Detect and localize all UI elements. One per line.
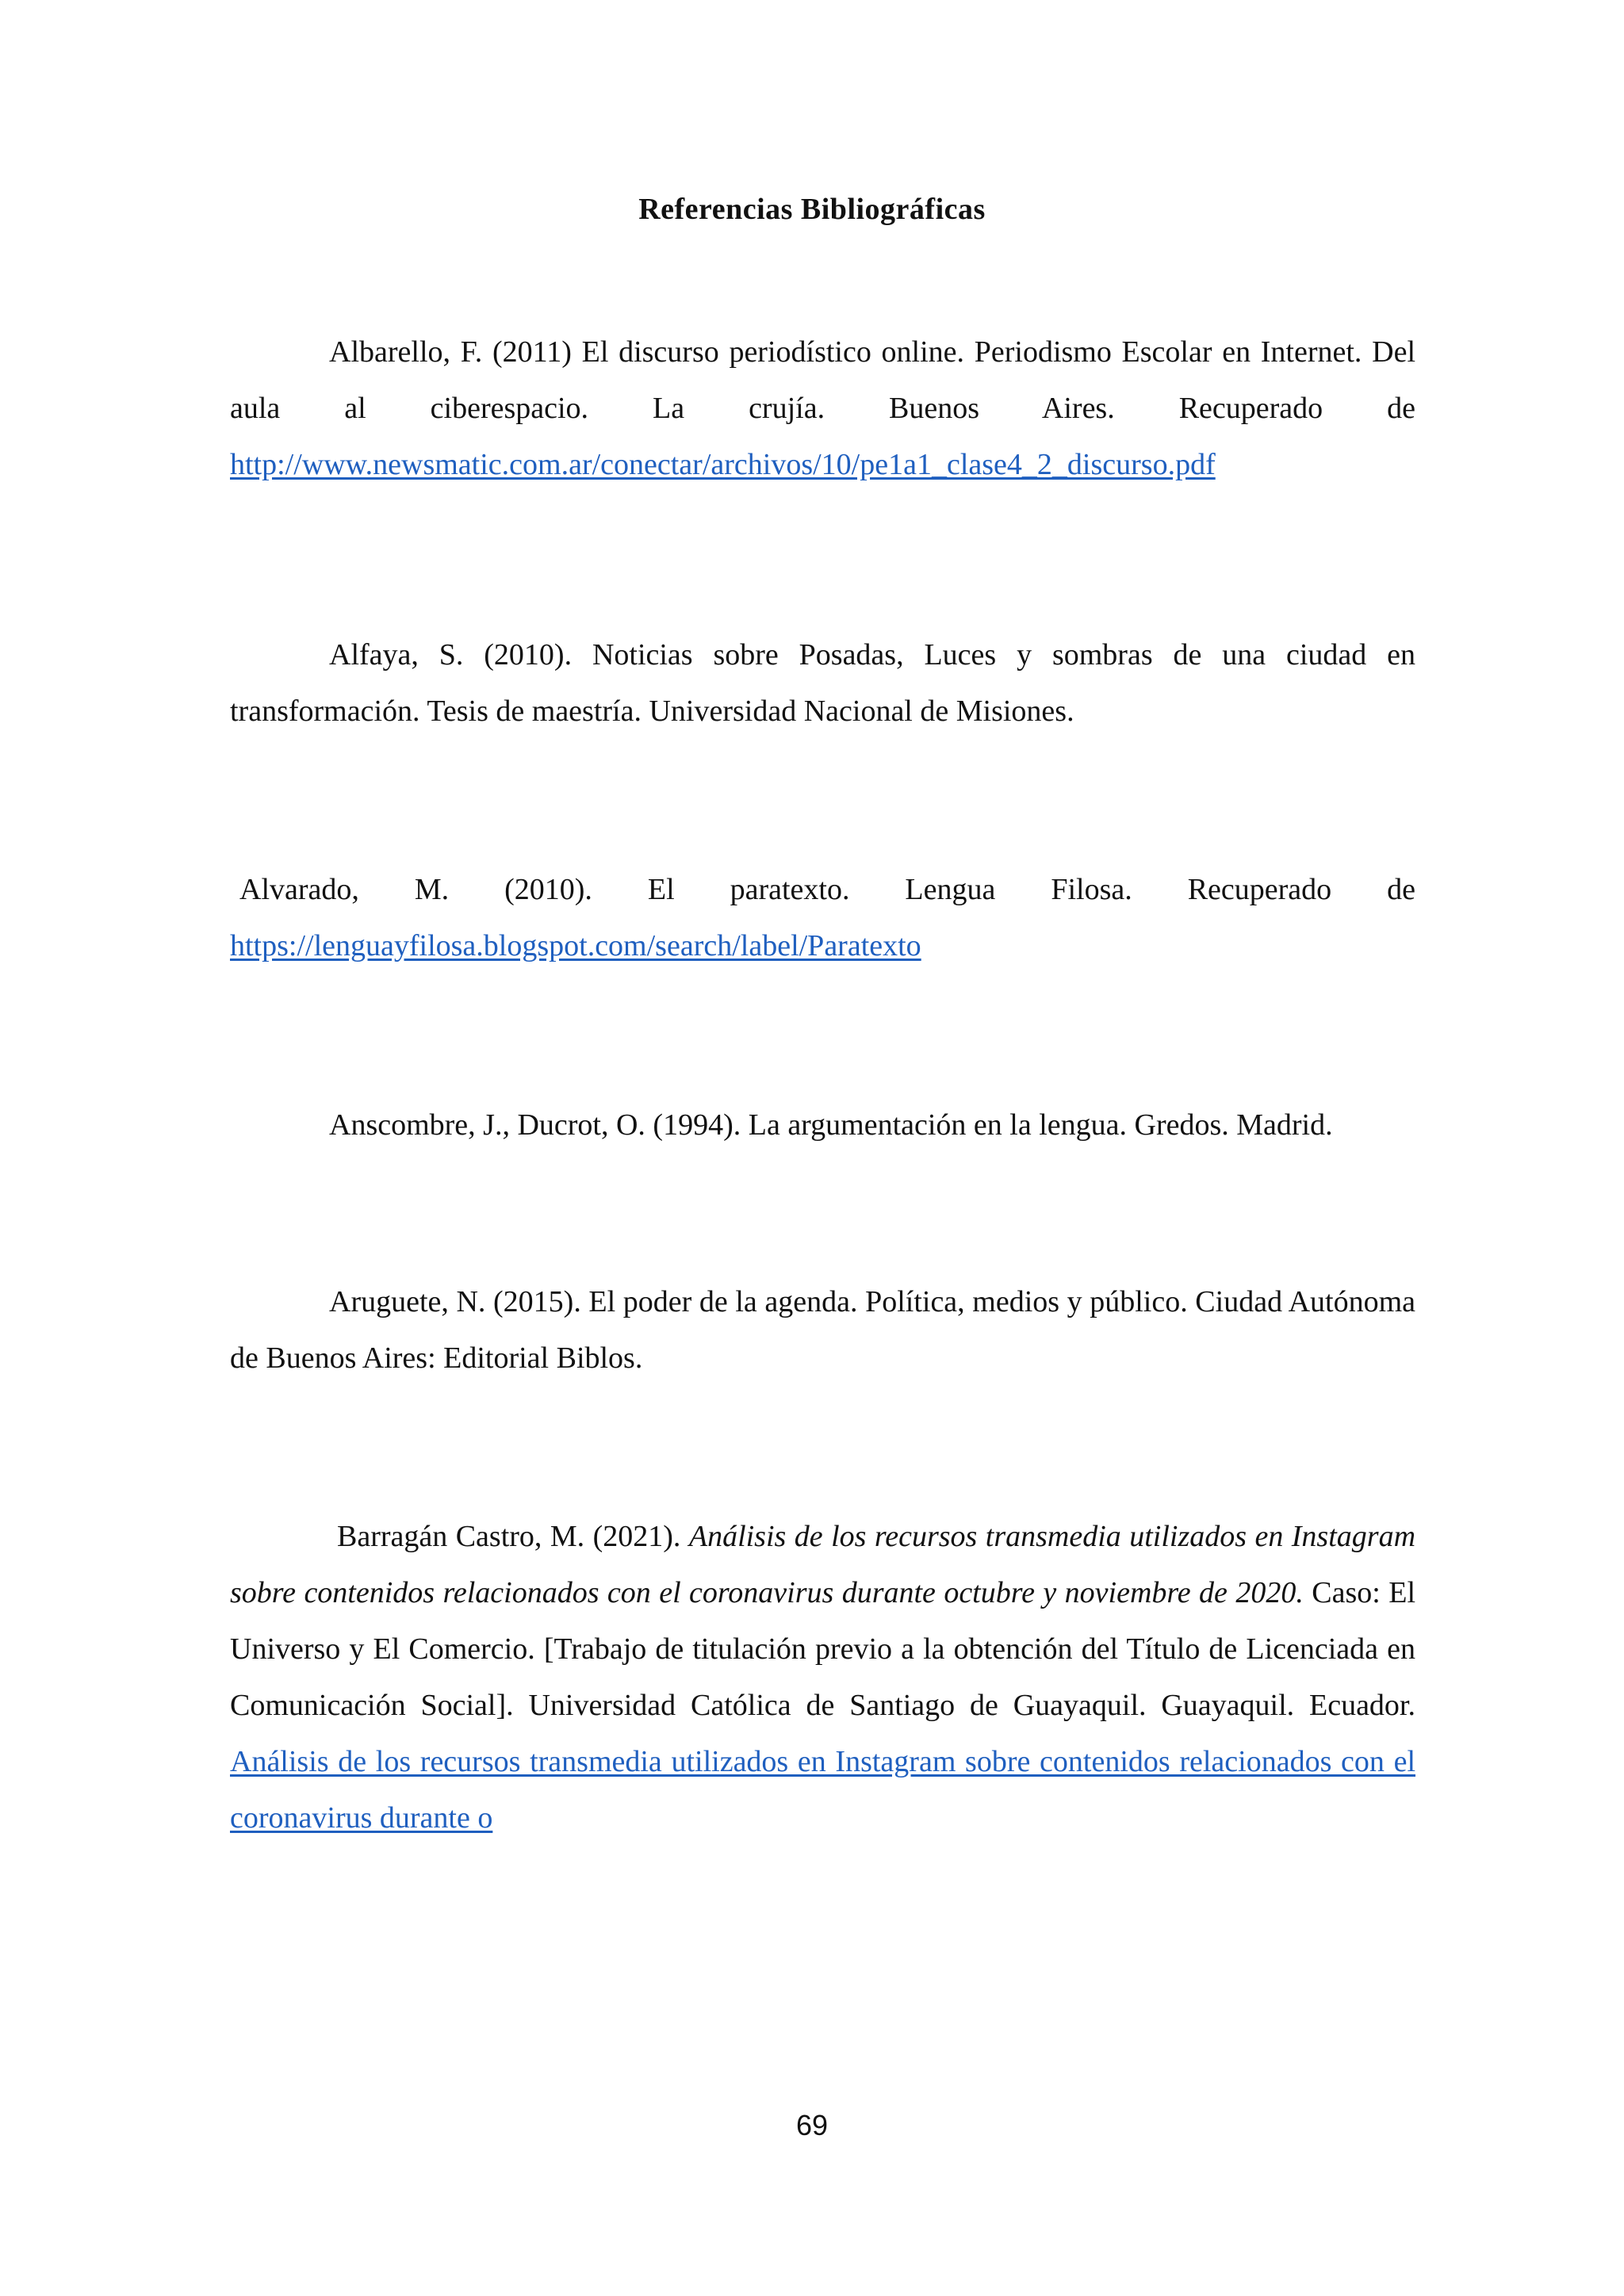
reference-text: Anscombre, J., Ducrot, O. (1994). La argumentación en la lengua. Gredos. Madrid. [329, 1108, 1333, 1142]
reference-alvarado [230, 862, 1415, 974]
reference-anscombre [230, 1097, 1415, 1154]
reference-text: Albarello, F. (2011) El discurso periodístico online. Periodismo Escolar en Internet. Del aula al ciberespacio. La crujía. Buenos Aires. Recuperado de [230, 335, 1415, 425]
reference-link[interactable]: http://www.newsmatic.com.ar/conectar/archivos/10/pe1a1_clase4_2_discurso.pdf [230, 448, 1216, 481]
reference-albarello [230, 324, 1415, 493]
reference-link[interactable]: https://lenguayfilosa.blogspot.com/search/label/Paratexto [230, 929, 921, 962]
reference-text-after: Caso: El Universo y El Comercio. [Trabajo de titulación previo a la obtención del Título de Licenciada en Comunicación Social]. Universidad Católica de Santiago de Guayaquil. Guayaquil. Ecuador. [230, 1576, 1416, 1722]
page-title: Referencias Bibliográficas [638, 193, 986, 226]
reference-text: Barragán Castro, M. (2021). [337, 1520, 681, 1553]
reference-title-italic: Análisis de los recursos transmedia utilizados en Instagram sobre contenidos relacionados con el coronavirus durante octubre y noviembre de 2020. [230, 1520, 1416, 1609]
reference-text: Aruguete, N. (2015). El poder de la agenda. Política, medios y público. Ciudad Autónoma de Buenos Aires: Editorial Biblos. [230, 1285, 1415, 1375]
reference-text: Alvarado, M. (2010). El paratexto. Lengua Filosa. Recuperado de [239, 873, 1415, 906]
page-number: 69 [795, 2109, 829, 2141]
reference-alfaya [230, 627, 1415, 740]
reference-aruguete [230, 1274, 1415, 1387]
reference-link[interactable]: Análisis de los recursos transmedia utilizados en Instagram sobre contenidos relacionados con el coronavirus durante o [230, 1745, 1415, 1835]
reference-text: Alfaya, S. (2010). Noticias sobre Posadas, Luces y sombras de una ciudad en transformación. Tesis de maestría. Universidad Nacional de Misiones. [230, 638, 1415, 728]
reference-barragan [230, 1509, 1415, 1846]
